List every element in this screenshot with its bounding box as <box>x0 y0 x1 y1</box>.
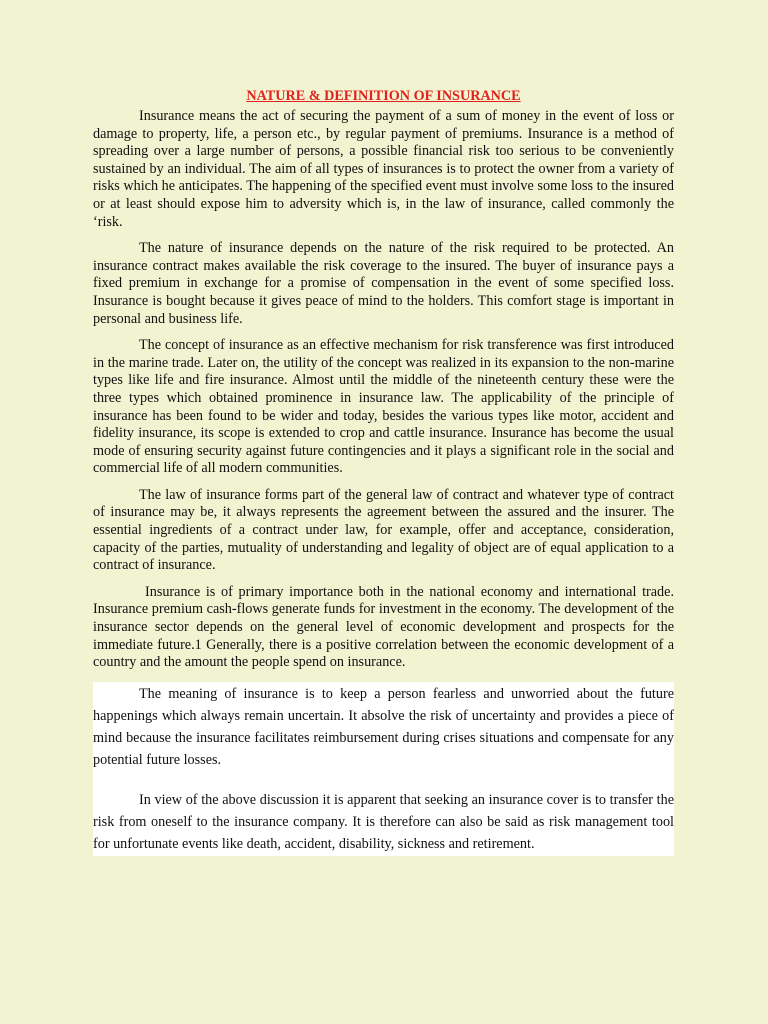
document-page <box>93 86 674 856</box>
paragraph-law: The law of insurance forms part of the general law of contract and whatever type of contract of insurance may be, it always represents the agreement between the assured and the insurer. The essential ingredients of a contract under law, for example, offer and acceptance, consideration, capacity of the parties, mutuality of understanding and legality of object are of equal application to a contract of insurance. <box>93 486 674 574</box>
paragraph-economy: Insurance is of primary importance both in the national economy and international trade. Insurance premium cash-flows generate funds for investment in the economy. The development of the insurance sector depends on the general level of economic development and prospects for the immediate future.1 Generally, there is a positive correlation between the economic development of a country and the amount the people spend on insurance. <box>93 583 674 671</box>
paragraph-conclusion: In view of the above discussion it is apparent that seeking an insurance cover is to transfer the risk from oneself to the insurance company. It is therefore can also be said as risk management tool for unfortunate events like death, accident, disability, sickness and retirement. <box>93 791 674 852</box>
paragraph-meaning: The meaning of insurance is to keep a person fearless and unworried about the future happenings which always remain uncertain. It absolve the risk of uncertainty and provides a piece of mind because the insurance facilitates reimbursement during crises situations and compensate for any potential future losses. <box>93 685 674 768</box>
highlighted-section <box>93 682 674 856</box>
paragraph-concept: The concept of insurance as an effective mechanism for risk transference was first introduced in the marine trade. Later on, the utility of the concept was realized in its expansion to the non-marine types like life and fire insurance. Almost until the middle of the nineteenth century these were the three types which obtained prominence in insurance law. The applicability of the principle of insurance has been found to be wider and today, besides the various types like motor, accident and fidelity insurance, its scope is extended to crop and cattle insurance. Insurance has become the usual mode of ensuring security against future contingencies and it plays a significant role in the social and commercial life of all modern communities. <box>93 337 674 477</box>
document-title: NATURE & DEFINITION OF INSURANCE <box>246 88 521 104</box>
paragraph-nature: The nature of insurance depends on the nature of the risk required to be protected. An insurance contract makes available the risk coverage to the insured. The buyer of insurance pays a fixed premium in exchange for a promise of compensation in the event of some specified loss. Insurance is bought because it gives peace of mind to the holders. This comfort stage is important in personal and business life. <box>93 240 674 327</box>
paragraph-definition: Insurance means the act of securing the payment of a sum of money in the event of loss or damage to property, life, a person etc., by regular payment of premiums. Insurance is a method of spreading over a large number of persons, a possible financial risk too serious to be conveniently sustained by an individual. The aim of all types of insurances is to protect the owner from a variety of risks which he anticipates. The happening of the specified event must involve some loss to the insured or at least should expose him to adversity which is, in the law of insurance, called commonly the ‘risk. <box>93 108 674 230</box>
